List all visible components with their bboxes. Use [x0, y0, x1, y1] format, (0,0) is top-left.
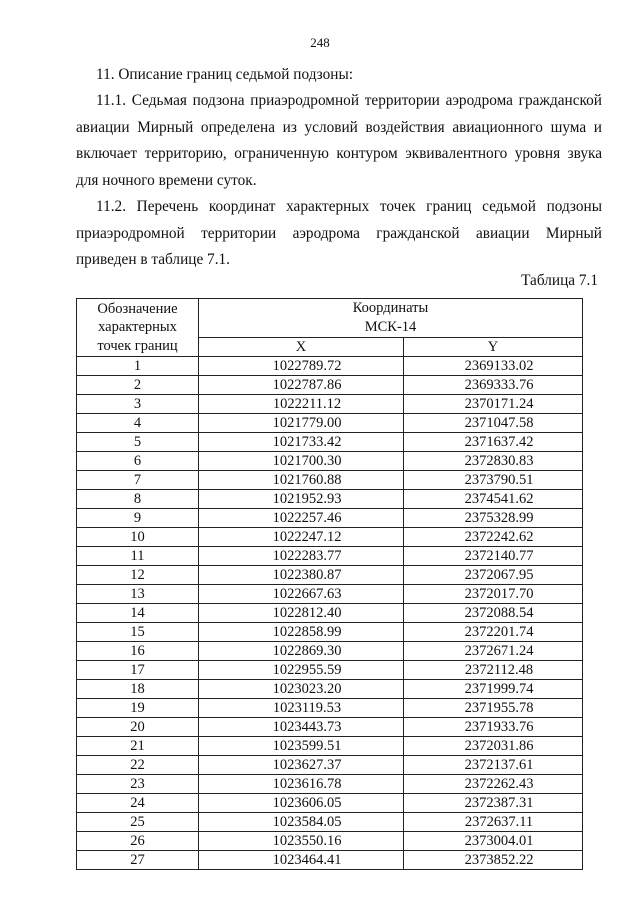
point-number-cell: 3 — [77, 395, 199, 414]
table-row — [77, 604, 583, 623]
x-coordinate-cell: 1022667.63 — [199, 585, 404, 604]
x-coordinate-cell: 1021760.88 — [199, 471, 404, 490]
point-number-cell: 25 — [77, 813, 199, 832]
table-row — [77, 376, 583, 395]
table-row — [77, 357, 583, 376]
point-number-cell: 6 — [77, 452, 199, 471]
paragraph-coordinates-list: 11.2. Перечень координат характерных точек границ седьмой подзоны приаэродромной территории аэродрома гражданской авиации Мирный приведен в таблице 7.1. — [76, 198, 602, 268]
x-coordinate-cell: 1022812.40 — [199, 604, 404, 623]
table-row — [77, 813, 583, 832]
table-row — [77, 661, 583, 680]
point-number-cell: 27 — [77, 851, 199, 870]
x-coordinate-cell: 1023119.53 — [199, 699, 404, 718]
y-coordinate-cell: 2372137.61 — [404, 756, 583, 775]
header-designation-line: Обозначение — [97, 300, 178, 317]
y-coordinate-cell: 2372242.62 — [404, 528, 583, 547]
table-row — [77, 737, 583, 756]
table-row — [77, 452, 583, 471]
point-number-cell: 18 — [77, 680, 199, 699]
point-number-cell: 15 — [77, 623, 199, 642]
point-number-cell: 17 — [77, 661, 199, 680]
y-coordinate-cell: 2371637.42 — [404, 433, 583, 452]
x-coordinate-cell: 1023023.20 — [199, 680, 404, 699]
point-number-cell: 21 — [77, 737, 199, 756]
point-number-cell: 5 — [77, 433, 199, 452]
x-coordinate-cell: 1022211.12 — [199, 395, 404, 414]
y-coordinate-cell: 2372088.54 — [404, 604, 583, 623]
y-coordinate-cell: 2372387.31 — [404, 794, 583, 813]
x-coordinate-cell: 1022858.99 — [199, 623, 404, 642]
x-coordinate-cell: 1021700.30 — [199, 452, 404, 471]
y-coordinate-cell: 2371047.58 — [404, 414, 583, 433]
table-caption: Таблица 7.1 — [521, 272, 598, 289]
x-coordinate-cell: 1023584.05 — [199, 813, 404, 832]
table-row — [77, 623, 583, 642]
x-coordinate-cell: 1022787.86 — [199, 376, 404, 395]
y-coordinate-cell: 2370171.24 — [404, 395, 583, 414]
y-coordinate-cell: 2369133.02 — [404, 357, 583, 376]
x-coordinate-cell: 1023599.51 — [199, 737, 404, 756]
table-row — [77, 680, 583, 699]
table-row — [77, 433, 583, 452]
header-designation — [77, 299, 199, 357]
y-coordinate-cell: 2372637.11 — [404, 813, 583, 832]
header-coordinates-line: МСК-14 — [364, 319, 417, 335]
table-body — [77, 357, 583, 870]
y-coordinate-cell: 2372031.86 — [404, 737, 583, 756]
header-designation-line: характерных — [98, 319, 177, 336]
x-coordinate-cell: 1023606.05 — [199, 794, 404, 813]
point-number-cell: 1 — [77, 357, 199, 376]
y-coordinate-cell: 2371955.78 — [404, 699, 583, 718]
point-number-cell: 7 — [77, 471, 199, 490]
point-number-cell: 23 — [77, 775, 199, 794]
table-row — [77, 832, 583, 851]
y-coordinate-cell: 2372140.77 — [404, 547, 583, 566]
table-row — [77, 699, 583, 718]
table-row — [77, 566, 583, 585]
header-coordinates — [199, 299, 583, 338]
x-coordinate-cell: 1023616.78 — [199, 775, 404, 794]
point-number-cell: 24 — [77, 794, 199, 813]
x-coordinate-cell: 1022955.59 — [199, 661, 404, 680]
point-number-cell: 2 — [77, 376, 199, 395]
table-row — [77, 775, 583, 794]
point-number-cell: 19 — [77, 699, 199, 718]
x-coordinate-cell: 1022869.30 — [199, 642, 404, 661]
paragraph-description: 11.1. Седьмая подзона приаэродромной территории аэродрома гражданской авиации Мирный определена из условий воздействия авиационного шума и включает территорию, ограниченную контуром эквивалентного уровня звука для ночного времени суток. — [76, 92, 602, 189]
header-x: X — [199, 338, 404, 357]
point-number-cell: 16 — [77, 642, 199, 661]
table-row — [77, 490, 583, 509]
page-number: 248 — [310, 35, 330, 50]
table-row — [77, 851, 583, 870]
table-row — [77, 585, 583, 604]
y-coordinate-cell: 2374541.62 — [404, 490, 583, 509]
point-number-cell: 22 — [77, 756, 199, 775]
point-number-cell: 12 — [77, 566, 199, 585]
table-row — [77, 547, 583, 566]
x-coordinate-cell: 1023464.41 — [199, 851, 404, 870]
y-coordinate-cell: 2373004.01 — [404, 832, 583, 851]
coordinates-table — [76, 298, 583, 870]
y-coordinate-cell: 2372671.24 — [404, 642, 583, 661]
x-coordinate-cell: 1023550.16 — [199, 832, 404, 851]
point-number-cell: 9 — [77, 509, 199, 528]
x-coordinate-cell: 1022247.12 — [199, 528, 404, 547]
section-heading: 11. Описание границ седьмой подзоны: — [96, 66, 353, 83]
x-coordinate-cell: 1021952.93 — [199, 490, 404, 509]
point-number-cell: 4 — [77, 414, 199, 433]
x-coordinate-cell: 1021733.42 — [199, 433, 404, 452]
table-header-row — [77, 299, 583, 338]
x-coordinate-cell: 1022380.87 — [199, 566, 404, 585]
table-row — [77, 414, 583, 433]
point-number-cell: 11 — [77, 547, 199, 566]
table-row — [77, 718, 583, 737]
table-row — [77, 756, 583, 775]
y-coordinate-cell: 2372067.95 — [404, 566, 583, 585]
y-coordinate-cell: 2371933.76 — [404, 718, 583, 737]
point-number-cell: 26 — [77, 832, 199, 851]
y-coordinate-cell: 2373852.22 — [404, 851, 583, 870]
table-row — [77, 509, 583, 528]
x-coordinate-cell: 1022789.72 — [199, 357, 404, 376]
y-coordinate-cell: 2375328.99 — [404, 509, 583, 528]
point-number-cell: 8 — [77, 490, 199, 509]
table-row — [77, 471, 583, 490]
x-coordinate-cell: 1023443.73 — [199, 718, 404, 737]
table-row — [77, 528, 583, 547]
header-coordinates-line: Координаты — [352, 300, 429, 316]
point-number-cell: 10 — [77, 528, 199, 547]
point-number-cell: 13 — [77, 585, 199, 604]
x-coordinate-cell: 1021779.00 — [199, 414, 404, 433]
point-number-cell: 14 — [77, 604, 199, 623]
y-coordinate-cell: 2372201.74 — [404, 623, 583, 642]
y-coordinate-cell: 2372112.48 — [404, 661, 583, 680]
header-y: Y — [404, 338, 583, 357]
y-coordinate-cell: 2371999.74 — [404, 680, 583, 699]
y-coordinate-cell: 2372017.70 — [404, 585, 583, 604]
y-coordinate-cell: 2369333.76 — [404, 376, 583, 395]
table-row — [77, 642, 583, 661]
x-coordinate-cell: 1022257.46 — [199, 509, 404, 528]
y-coordinate-cell: 2372830.83 — [404, 452, 583, 471]
header-designation-line: точек границ — [97, 337, 178, 354]
x-coordinate-cell: 1022283.77 — [199, 547, 404, 566]
y-coordinate-cell: 2373790.51 — [404, 471, 583, 490]
point-number-cell: 20 — [77, 718, 199, 737]
y-coordinate-cell: 2372262.43 — [404, 775, 583, 794]
x-coordinate-cell: 1023627.37 — [199, 756, 404, 775]
table-row — [77, 794, 583, 813]
table-row — [77, 395, 583, 414]
